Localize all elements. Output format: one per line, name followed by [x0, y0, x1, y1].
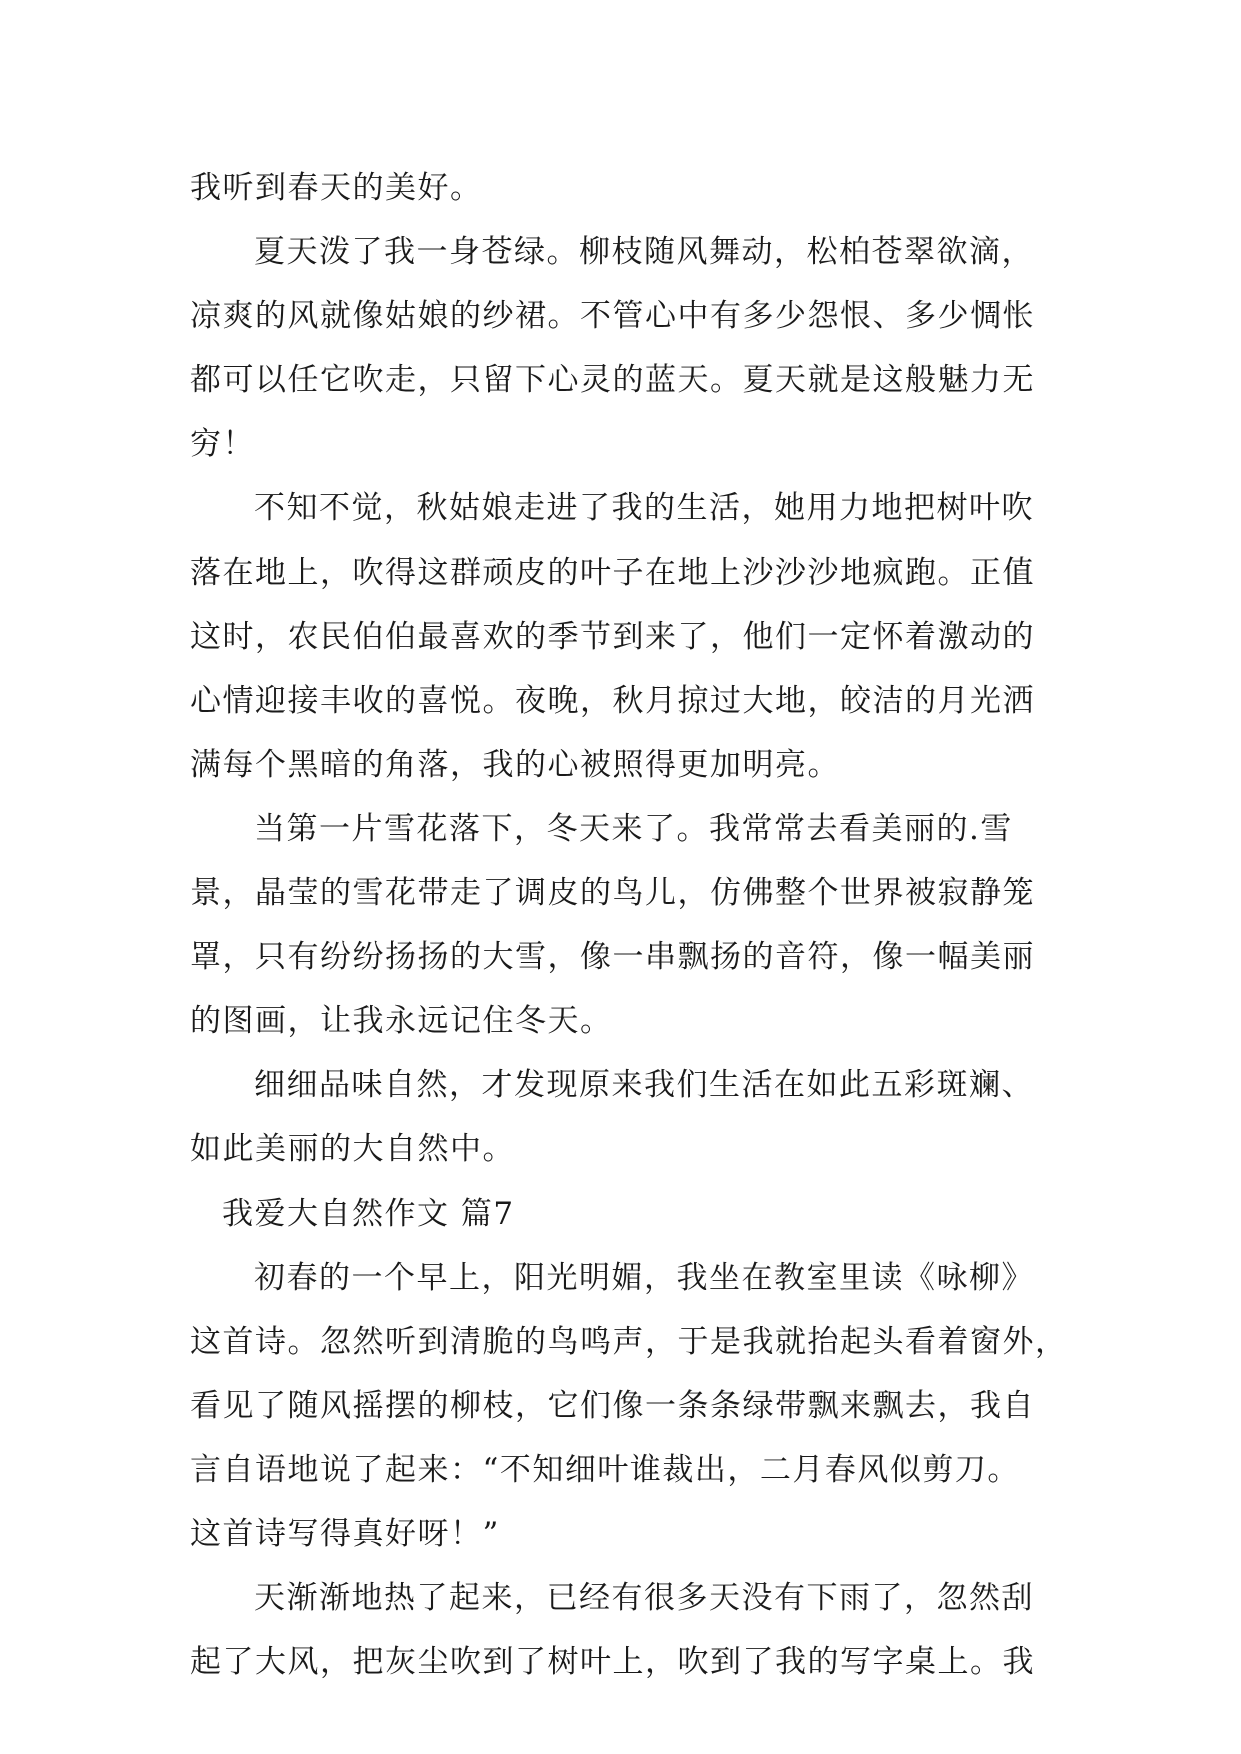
text-line: 看见了随风摇摆的柳枝，它们像一条条绿带飘来飘去，我自	[190, 1387, 1035, 1424]
paragraph-start-line: 不知不觉，秋姑娘走进了我的生活，她用力地把树叶吹	[254, 490, 1034, 527]
paragraph-start-line: 天渐渐地热了起来，已经有很多天没有下雨了，忽然刮	[254, 1580, 1034, 1617]
paragraph-start-line: 细细品味自然，才发现原来我们生活在如此五彩斑斓、	[254, 1067, 1034, 1104]
text-line: 这首诗。忽然听到清脆的鸟鸣声，于是我就抬起头看着窗外，	[190, 1323, 1068, 1360]
paragraph-start-line: 夏天泼了我一身苍绿。柳枝随风舞动，松柏苍翠欲滴，	[254, 234, 1034, 271]
text-line: 的图画，让我永远记住冬天。	[190, 1003, 613, 1040]
text-line: 都可以任它吹走，只留下心灵的蓝天。夏天就是这般魅力无	[190, 362, 1035, 399]
paragraph-start-line: 初春的一个早上，阳光明媚，我坐在教室里读《咏柳》	[254, 1259, 1034, 1296]
paragraph-start-line: 当第一片雪花落下，冬天来了。我常常去看美丽的.雪	[254, 810, 1013, 847]
text-line: 满每个黑暗的角落，我的心被照得更加明亮。	[190, 746, 840, 783]
text-line: 落在地上，吹得这群顽皮的叶子在地上沙沙沙地疯跑。正值	[190, 554, 1035, 591]
text-line: 穷！	[190, 426, 255, 463]
document-body	[190, 156, 1068, 1694]
section-heading: 我爱大自然作文 篇7	[222, 1195, 515, 1232]
text-line: 心情迎接丰收的喜悦。夜晚，秋月掠过大地，皎洁的月光洒	[190, 682, 1035, 719]
text-line: 如此美丽的大自然中。	[190, 1131, 515, 1168]
text-line: 这时，农民伯伯最喜欢的季节到来了，他们一定怀着激动的	[190, 618, 1035, 655]
text-line: 这首诗写得真好呀！”	[190, 1515, 500, 1552]
text-line: 罩，只有纷纷扬扬的大雪，像一串飘扬的音符，像一幅美丽	[190, 939, 1035, 976]
text-line: 景，晶莹的雪花带走了调皮的鸟儿，仿佛整个世界被寂静笼	[190, 875, 1035, 912]
text-line: 起了大风，把灰尘吹到了树叶上，吹到了我的写字桌上。我	[190, 1644, 1035, 1681]
text-line: 凉爽的风就像姑娘的纱裙。不管心中有多少怨恨、多少惆怅	[190, 298, 1035, 335]
text-line: 言自语地说了起来：“不知细叶谁裁出，二月春风似剪刀。	[190, 1451, 1020, 1488]
text-line: 我听到春天的美好。	[190, 170, 483, 206]
